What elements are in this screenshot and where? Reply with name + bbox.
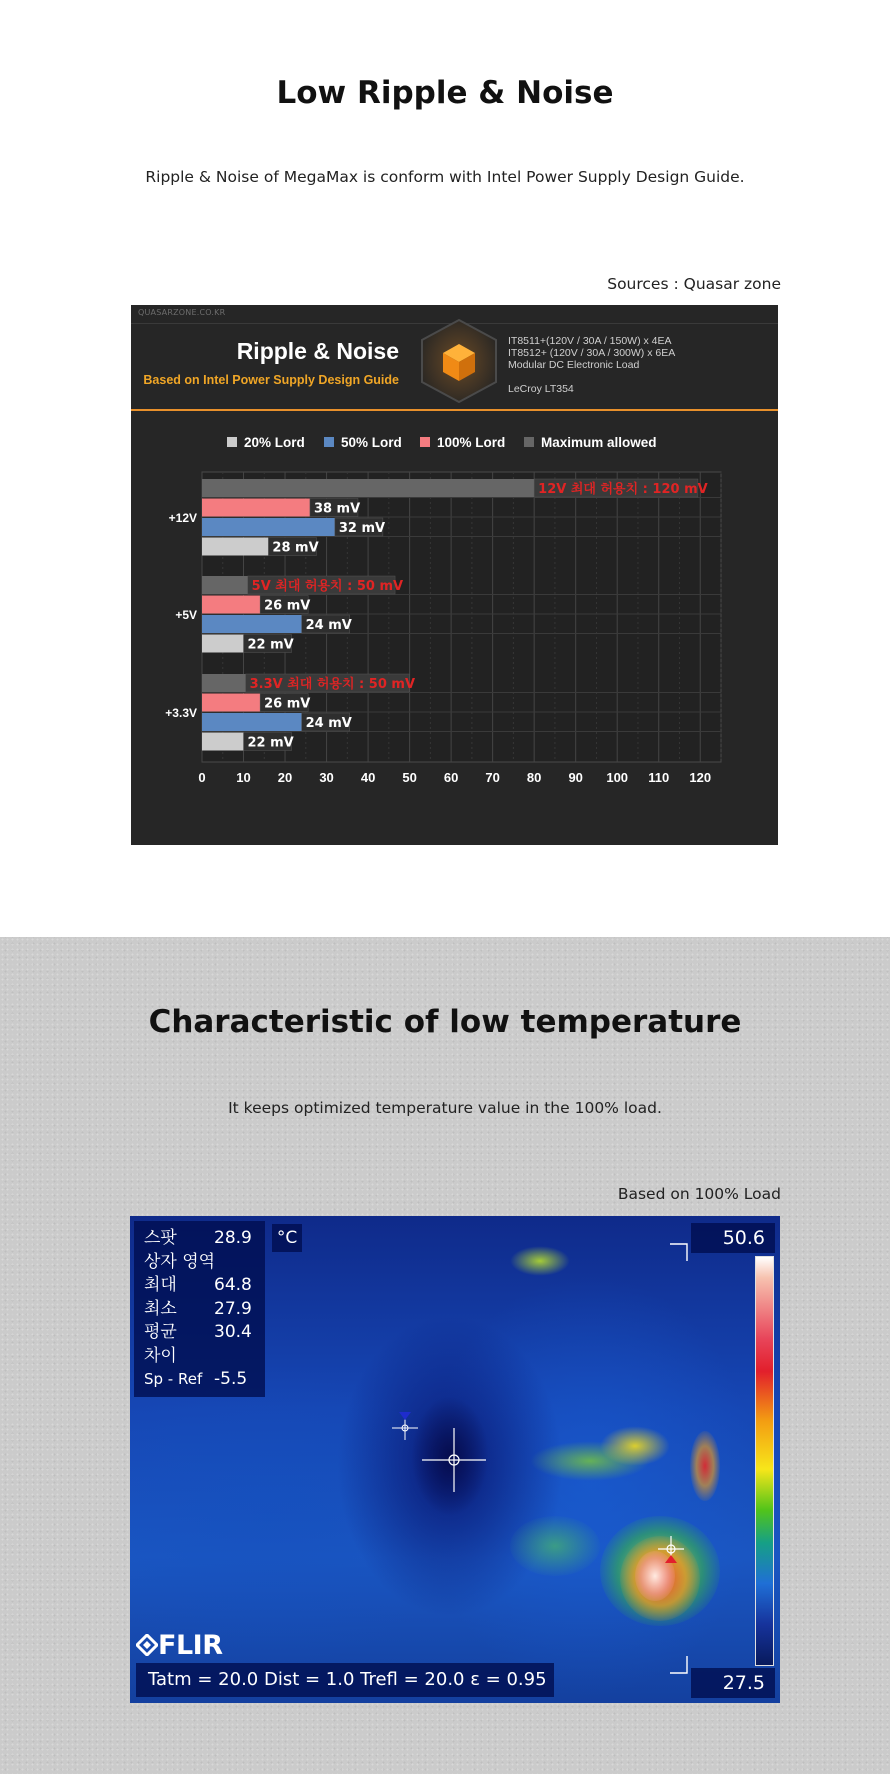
watermark: QUASARZONE.CO.KR xyxy=(138,308,226,317)
reading-value: -5.5 xyxy=(214,1369,248,1389)
reading-label: Sp - Ref xyxy=(144,1370,203,1388)
chart-title: Ripple & Noise xyxy=(236,338,399,364)
x-tick-label: 40 xyxy=(360,770,376,785)
cold-marker-icon xyxy=(399,1412,411,1420)
section-subtitle: It keeps optimized temperature value in the 100% load. xyxy=(228,1099,662,1117)
thermal-image xyxy=(130,1216,780,1703)
category-label: +12V xyxy=(168,511,197,525)
bar xyxy=(202,635,244,653)
reading-row xyxy=(144,1227,265,1251)
camera-parameters: Tatm = 20.0 Dist = 1.0 Trefl = 20.0 ε = 0.95 xyxy=(136,1663,554,1697)
section-title: Characteristic of low temperature xyxy=(148,1004,742,1040)
legend-label: Maximum allowed xyxy=(541,434,657,450)
reading-label: 최대 xyxy=(144,1275,177,1295)
source-note: Sources : Quasar zone xyxy=(607,275,781,293)
legend-label: 50% Lord xyxy=(341,434,402,450)
data-label: 24 mV xyxy=(305,716,352,731)
reading-value: 28.9 xyxy=(214,1228,252,1248)
reading-value: 30.4 xyxy=(214,1322,252,1342)
bar xyxy=(202,576,248,594)
reading-value: 27.9 xyxy=(214,1298,252,1319)
x-tick-label: 110 xyxy=(648,770,670,785)
bar xyxy=(202,674,246,692)
x-tick-label: 50 xyxy=(402,770,417,785)
x-tick-label: 100 xyxy=(606,770,629,785)
data-label: 24 mV xyxy=(305,618,352,633)
bar xyxy=(202,733,244,751)
reading-label: 차이 xyxy=(144,1345,177,1366)
data-label: 3.3V 최대 허용치 : 50 mV xyxy=(249,677,416,692)
flir-logo xyxy=(136,1630,223,1661)
scale-min: 27.5 xyxy=(691,1668,775,1698)
x-tick-label: 0 xyxy=(198,770,206,785)
bar xyxy=(202,713,302,731)
data-label: 5V 최대 허용치 : 50 mV xyxy=(251,579,404,594)
legend-label: 100% Lord xyxy=(437,434,506,450)
reading-label: 스팟 xyxy=(144,1228,177,1248)
hot-marker-icon xyxy=(665,1555,677,1563)
reading-row xyxy=(144,1274,265,1298)
legend-label: 20% Lord xyxy=(244,434,305,450)
reading-row xyxy=(144,1345,265,1369)
load-note: Based on 100% Load xyxy=(617,1185,781,1203)
ripple-bar-chart xyxy=(131,305,778,845)
equipment-line-3: Modular DC Electronic Load xyxy=(508,359,640,371)
x-tick-label: 60 xyxy=(443,770,459,785)
category-label: +3.3V xyxy=(165,706,197,720)
bar xyxy=(202,615,302,633)
data-label: 22 mV xyxy=(247,735,294,751)
reading-label: 상자 영역 xyxy=(144,1251,216,1272)
x-tick-label: 120 xyxy=(689,770,712,785)
scale-max: 50.6 xyxy=(691,1223,775,1253)
data-label: 12V 최대 허용치 : 120 mV xyxy=(538,482,708,497)
data-label: 26 mV xyxy=(264,598,311,614)
x-tick-label: 30 xyxy=(319,770,334,785)
bar xyxy=(202,694,260,712)
equipment-line-2: IT8512+ (120V / 30A / 300W) x 6EA xyxy=(508,347,676,359)
chart-subtitle: Based on Intel Power Supply Design Guide xyxy=(143,373,399,387)
equipment-line-4: LeCroy LT354 xyxy=(508,383,574,395)
category-label: +5V xyxy=(175,608,197,622)
x-tick-label: 20 xyxy=(277,770,293,785)
flir-logo-text: FLIR xyxy=(158,1630,223,1661)
x-tick-label: 80 xyxy=(526,770,542,785)
equipment-line-1: IT8511+(120V / 30A / 150W) x 4EA xyxy=(508,335,672,347)
data-label: 38 mV xyxy=(313,501,361,517)
ripple-chart-panel xyxy=(131,305,778,845)
data-label: 28 mV xyxy=(272,540,319,556)
reading-value: 64.8 xyxy=(214,1275,252,1295)
flir-diamond-icon xyxy=(136,1634,158,1656)
bar xyxy=(202,479,534,497)
reading-row xyxy=(144,1368,265,1392)
bar xyxy=(202,518,335,536)
unit-label: °C xyxy=(272,1224,302,1252)
x-tick-label: 90 xyxy=(568,770,583,785)
data-label: 22 mV xyxy=(247,637,294,653)
data-label: 26 mV xyxy=(264,696,311,712)
reading-row xyxy=(144,1321,265,1345)
reading-row xyxy=(144,1298,265,1322)
temperature-scale-bar xyxy=(755,1256,774,1666)
reading-row xyxy=(144,1251,265,1275)
bar xyxy=(202,596,260,614)
bar xyxy=(202,499,310,517)
x-tick-label: 70 xyxy=(485,770,500,785)
center-crosshair-icon xyxy=(422,1428,486,1492)
section-title: Low Ripple & Noise xyxy=(276,75,614,111)
section-subtitle: Ripple & Noise of MegaMax is conform with Intel Power Supply Design Guide. xyxy=(145,168,745,186)
data-label: 32 mV xyxy=(338,521,386,536)
box-area-corners xyxy=(670,1244,687,1673)
x-tick-label: 10 xyxy=(236,770,251,785)
reading-label: 최소 xyxy=(144,1298,177,1319)
bar xyxy=(202,538,268,556)
measurement-panel xyxy=(134,1221,265,1397)
reading-label: 평균 xyxy=(144,1322,177,1342)
